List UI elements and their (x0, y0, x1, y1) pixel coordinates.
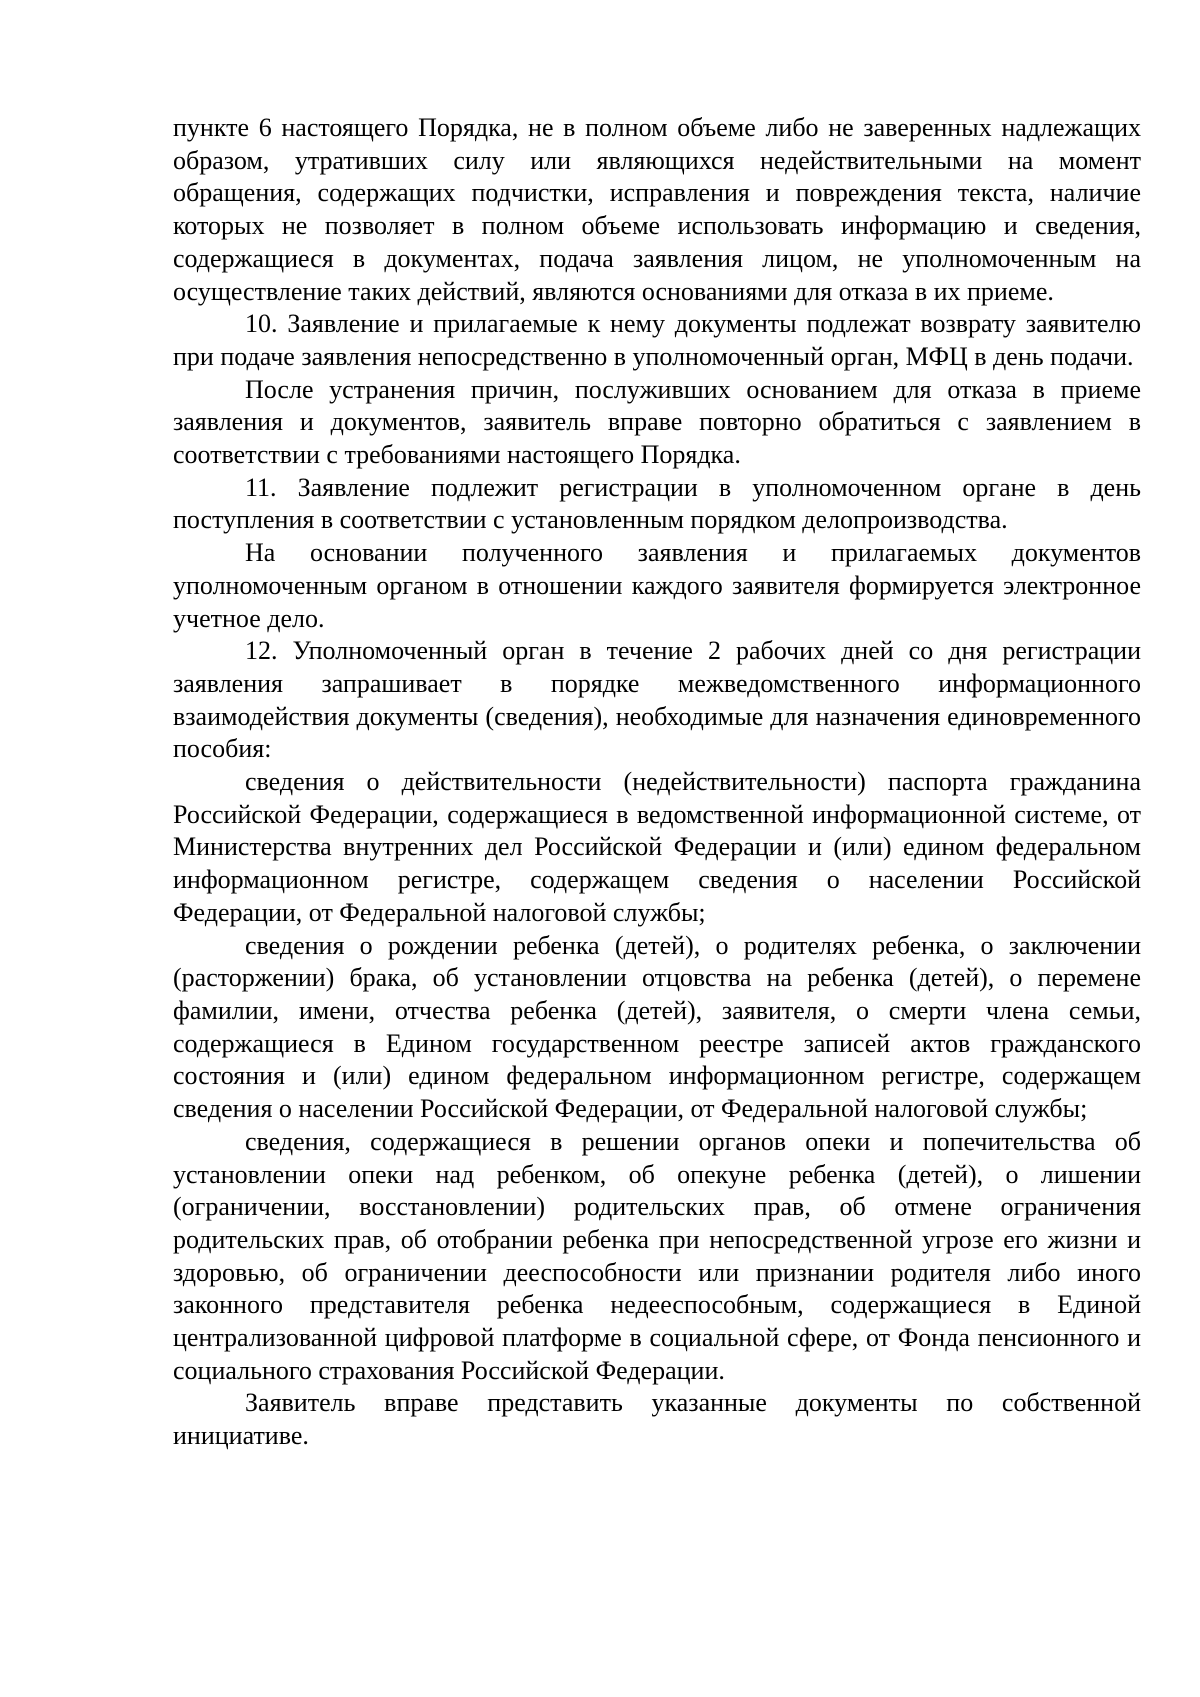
paragraph-guardianship-info: сведения, содержащиеся в решении органов опеки и попечительства об установлении опеки над ребенком, об опекуне ребенка (детей), о лишении (ограничении, восстановлении) родительских прав, об отмене ограничения родительских прав, об отобрании ребенка при непосредственной угрозе его жизни и здоровью, об ограничении дееспособности или признании родителя либо иного законного представителя ребенка недееспособным, содержащиеся в Единой централизованной цифровой платформе в социальной сфере, от Фонда пенсионного и социального страхования Российской Федерации. (173, 1126, 1141, 1385)
paragraph-refusal-grounds: пункте 6 настоящего Порядка, не в полном объеме либо не заверенных надлежащих образом, утративших силу или являющихся недействительными на момент обращения, содержащих подчистки, исправления и повреждения текста, наличие которых не позволяет в полном объеме использовать информацию и сведения, содержащиеся в документах, подача заявления лицом, не уполномоченным на осуществление таких действий, являются основаниями для отказа в их приеме. (173, 113, 1141, 306)
paragraph-reapplication: После устранения причин, послуживших основанием для отказа в приеме заявления и документов, заявитель вправе повторно обратиться с заявлением в соответствии с требованиями настоящего Порядка. (173, 374, 1141, 470)
paragraph-electronic-file: На основании полученного заявления и прилагаемых документов уполномоченным органом в отношении каждого заявителя формируется электронное учетное дело. (173, 538, 1141, 633)
paragraph-item-11: 11. Заявление подлежит регистрации в уполномоченном органе в день поступления в соответствии с установленным порядком делопроизводства. (173, 472, 1141, 535)
paragraph-passport-info: сведения о действительности (недействительности) паспорта гражданина Российской Федерации, содержащиеся в ведомственной информационной системе, от Министерства внутренних дел Российской Федерации и (или) едином федеральном информационном регистре, содержащем сведения о населении Российской Федерации, от Федеральной налоговой службы; (173, 767, 1141, 927)
paragraph-own-initiative: Заявитель вправе представить указанные документы по собственной инициативе. (173, 1388, 1141, 1451)
paragraph-item-12: 12. Уполномоченный орган в течение 2 рабочих дней со дня регистрации заявления запрашивает в порядке межведомственного информационного взаимодействия документы (сведения), необходимые для назначения единовременного пособия: (173, 636, 1141, 764)
document-page (173, 112, 1141, 1453)
paragraph-item-10: 10. Заявление и прилагаемые к нему документы подлежат возврату заявителю при подаче заявления непосредственно в уполномоченный орган, МФЦ в день подачи. (173, 309, 1141, 371)
paragraph-civil-status-info: сведения о рождении ребенка (детей), о родителях ребенка, о заключении (расторжении) брака, об установлении отцовства на ребенка (детей), о перемене фамилии, имени, отчества ребенка (детей), заявителя, о смерти члена семьи, содержащиеся в Едином государственном реестре записей актов гражданского состояния и (или) едином федеральном информационном регистре, содержащем сведения о населении Российской Федерации, от Федеральной налоговой службы; (173, 930, 1141, 1124)
